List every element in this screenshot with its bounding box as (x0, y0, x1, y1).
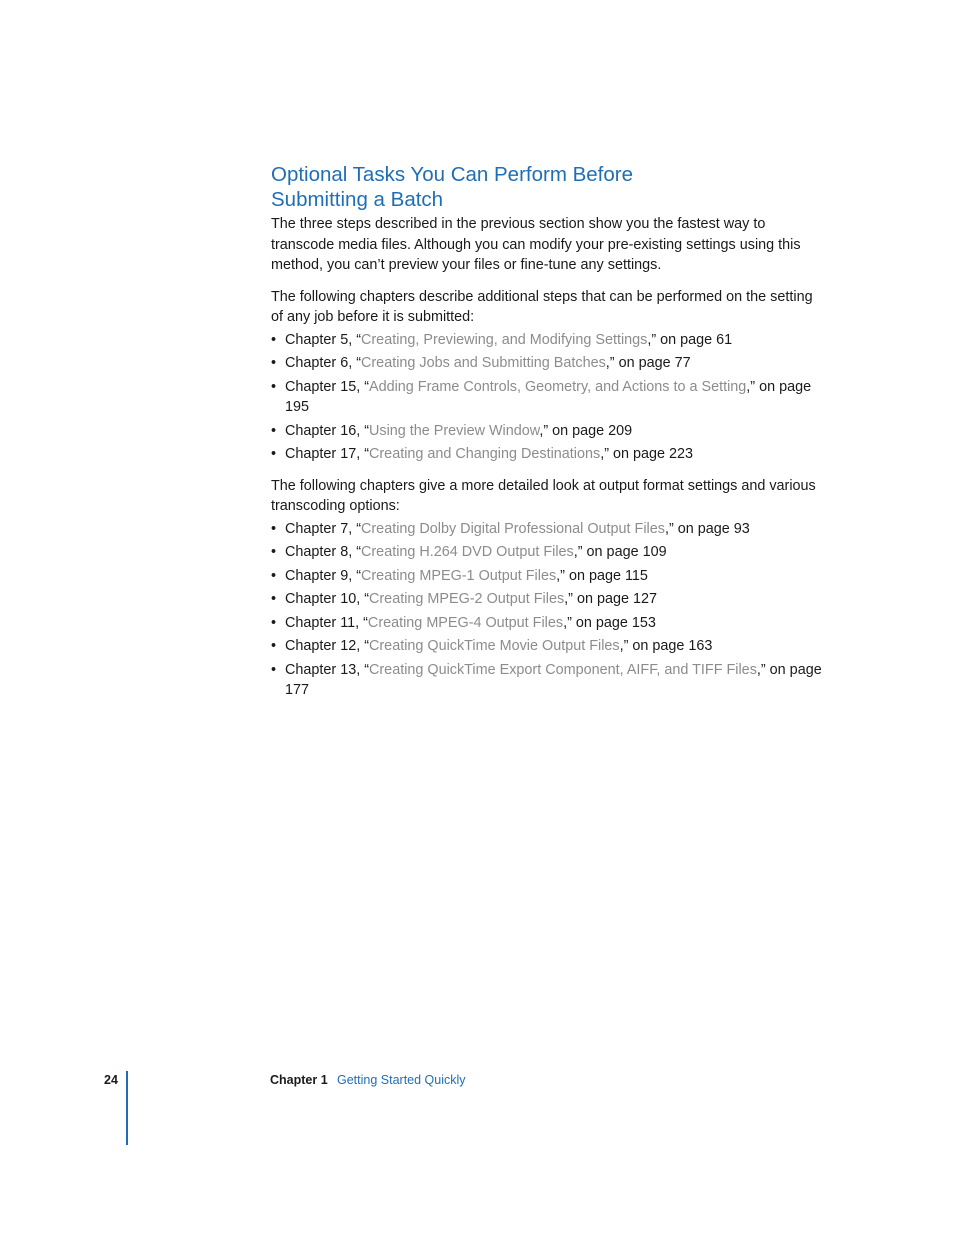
section1-list (271, 330, 827, 465)
footer-chapter-title: Getting Started Quickly (337, 1073, 466, 1087)
list-item: • Chapter 17, “Creating and Changing Destinations,” on page 223 (271, 444, 827, 465)
chapter-link[interactable]: Creating QuickTime Movie Output Files (369, 638, 620, 654)
chapter-link[interactable]: Creating Dolby Digital Professional Output Files (361, 520, 665, 537)
footer-chapter-label: Chapter 1 (270, 1073, 328, 1087)
list-item: • Chapter 8, “Creating H.264 DVD Output Files,” on page 109 (271, 542, 827, 563)
list-item: • Chapter 10, “Creating MPEG-2 Output Files,” on page 127 (271, 589, 827, 610)
page-number: 24 (104, 1073, 118, 1087)
section1-lead: The following chapters describe additional steps that can be performed on the setting of any job before it is submitted: (271, 288, 813, 325)
list-item: • Chapter 15, “Adding Frame Controls, Geometry, and Actions to a Setting,” on page 195 (271, 377, 827, 418)
footer-divider (126, 1071, 128, 1145)
chapter-link[interactable]: Adding Frame Controls, Geometry, and Actions to a Setting (369, 378, 747, 395)
list-item: • Chapter 7, “Creating Dolby Digital Professional Output Files,” on page 93 (271, 519, 827, 540)
chapter-link[interactable]: Creating MPEG-2 Output Files (369, 591, 565, 607)
heading-line-2: Submitting a Batch (271, 188, 444, 211)
section2-list (271, 519, 827, 701)
heading-line-1: Optional Tasks You Can Perform Before (271, 163, 633, 186)
intro-paragraph: The three steps described in the previous section show you the fastest way to transcode media files. Although you can modify your pre-existing settings using this method, you can’t preview your files or fine-tune any settings. (271, 216, 801, 273)
chapter-link[interactable]: Creating MPEG-4 Output Files (367, 614, 564, 631)
section-heading (271, 162, 827, 212)
chapter-link[interactable]: Creating H.264 DVD Output Files (361, 544, 574, 560)
page-content (271, 162, 827, 704)
chapter-link[interactable]: Creating QuickTime Export Component, AIFF, and TIFF Files (369, 661, 757, 678)
list-item: • Chapter 11, “Creating MPEG-4 Output Files,” on page 153 (271, 613, 827, 634)
list-item: • Chapter 9, “Creating MPEG-1 Output Files,” on page 115 (271, 566, 827, 587)
list-item: • Chapter 12, “Creating QuickTime Movie Output Files,” on page 163 (271, 636, 827, 657)
chapter-link[interactable]: Creating, Previewing, and Modifying Settings (361, 331, 648, 348)
list-item: • Chapter 16, “Using the Preview Window,” on page 209 (271, 421, 827, 442)
chapter-link[interactable]: Creating MPEG-1 Output Files (361, 567, 557, 584)
chapter-link[interactable]: Using the Preview Window (369, 422, 540, 439)
section2-lead: The following chapters give a more detailed look at output format settings and various transcoding options: (271, 477, 816, 514)
list-item: • Chapter 5, “Creating, Previewing, and Modifying Settings,” on page 61 (271, 330, 827, 351)
chapter-link[interactable]: Creating Jobs and Submitting Batches (361, 355, 606, 371)
list-item: • Chapter 6, “Creating Jobs and Submitting Batches,” on page 77 (271, 353, 827, 374)
chapter-link[interactable]: Creating and Changing Destinations (369, 446, 601, 462)
list-item: • Chapter 13, “Creating QuickTime Export Component, AIFF, and TIFF Files,” on page 177 (271, 660, 827, 701)
